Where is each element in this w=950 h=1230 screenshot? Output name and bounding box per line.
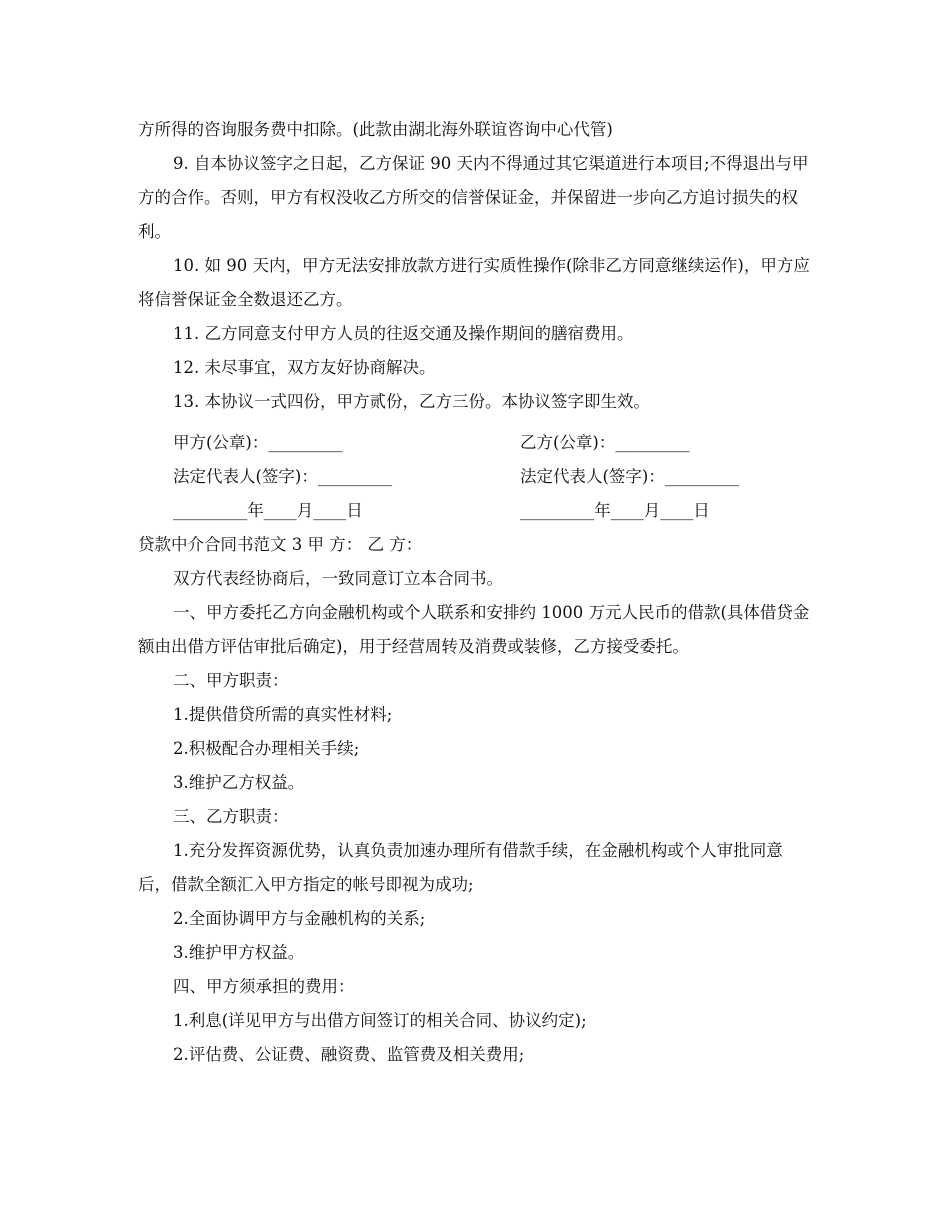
clause-12: 12. 未尽事宜，双方友好协商解决。 [173, 358, 436, 377]
body-text [138, 113, 814, 419]
section-2-heading: 二、甲方职责： [173, 671, 289, 690]
party-b-date-line: _________年____月____日 [520, 501, 710, 520]
section-4-item-2: 2.评估费、公证费、融资费、监管费及相关费用; [173, 1045, 525, 1064]
clause-9: 9. 自本协议签字之日起，乙方保证 90 天内不得通过其它渠道进行本项目;不得退出与甲方的合作。否则，甲方有权没收乙方所交的信誉保证金，并保留进一步向乙方追讨损失的权利。 [138, 154, 809, 241]
party-a-seal-line: 甲方(公章)：_________ [173, 433, 343, 452]
clause-11: 11. 乙方同意支付甲方人员的往返交通及操作期间的膳宿费用。 [173, 324, 634, 343]
contract-3-title: 贷款中介合同书范文 3 甲 方： 乙 方： [138, 535, 423, 554]
paragraph-continued-fee: 方所得的咨询服务费中扣除。(此款由湖北海外联谊咨询中心代管) [138, 120, 613, 139]
party-a-date-line: _________年____月____日 [173, 501, 363, 520]
party-b-representative-line: 法定代表人(签字)：_________ [520, 467, 740, 486]
section-3-heading: 三、乙方职责： [173, 807, 289, 826]
section-4-item-1: 1.利息(详见甲方与出借方间签订的相关合同、协议约定); [173, 1011, 587, 1030]
section-1: 一、甲方委托乙方向金融机构或个人联系和安排约 1000 万元人民币的借款(具体借贷金额由出借方评估审批后确定)，用于经营周转及消费或装修，乙方接受委托。 [138, 603, 810, 656]
party-b-seal-line: 乙方(公章)：_________ [520, 433, 690, 452]
contract-intro: 双方代表经协商后，一致同意订立本合同书。 [173, 569, 503, 588]
clause-10: 10. 如 90 天内，甲方无法安排放款方进行实质性操作(除非乙方同意继续运作)，甲方应将信誉保证金全数退还乙方。 [138, 256, 810, 309]
section-2-item-3: 3.维护乙方权益。 [173, 773, 305, 792]
section-3-item-1: 1.充分发挥资源优势，认真负责加速办理所有借款手续，在金融机构或个人审批同意后，借款全额汇入甲方指定的帐号即视为成功; [138, 841, 783, 894]
section-3-item-2: 2.全面协调甲方与金融机构的关系; [173, 909, 426, 928]
section-2-item-2: 2.积极配合办理相关手续; [173, 739, 360, 758]
section-4-heading: 四、甲方须承担的费用： [173, 977, 355, 996]
party-a-representative-line: 法定代表人(签字)：_________ [173, 467, 393, 486]
section-2-item-1: 1.提供借贷所需的真实性材料; [173, 705, 393, 724]
section-3-item-3: 3.维护甲方权益。 [173, 943, 305, 962]
clause-13: 13. 本协议一式四份，甲方贰份，乙方三份。本协议签字即生效。 [173, 392, 650, 411]
contract-3-text [138, 528, 814, 1072]
